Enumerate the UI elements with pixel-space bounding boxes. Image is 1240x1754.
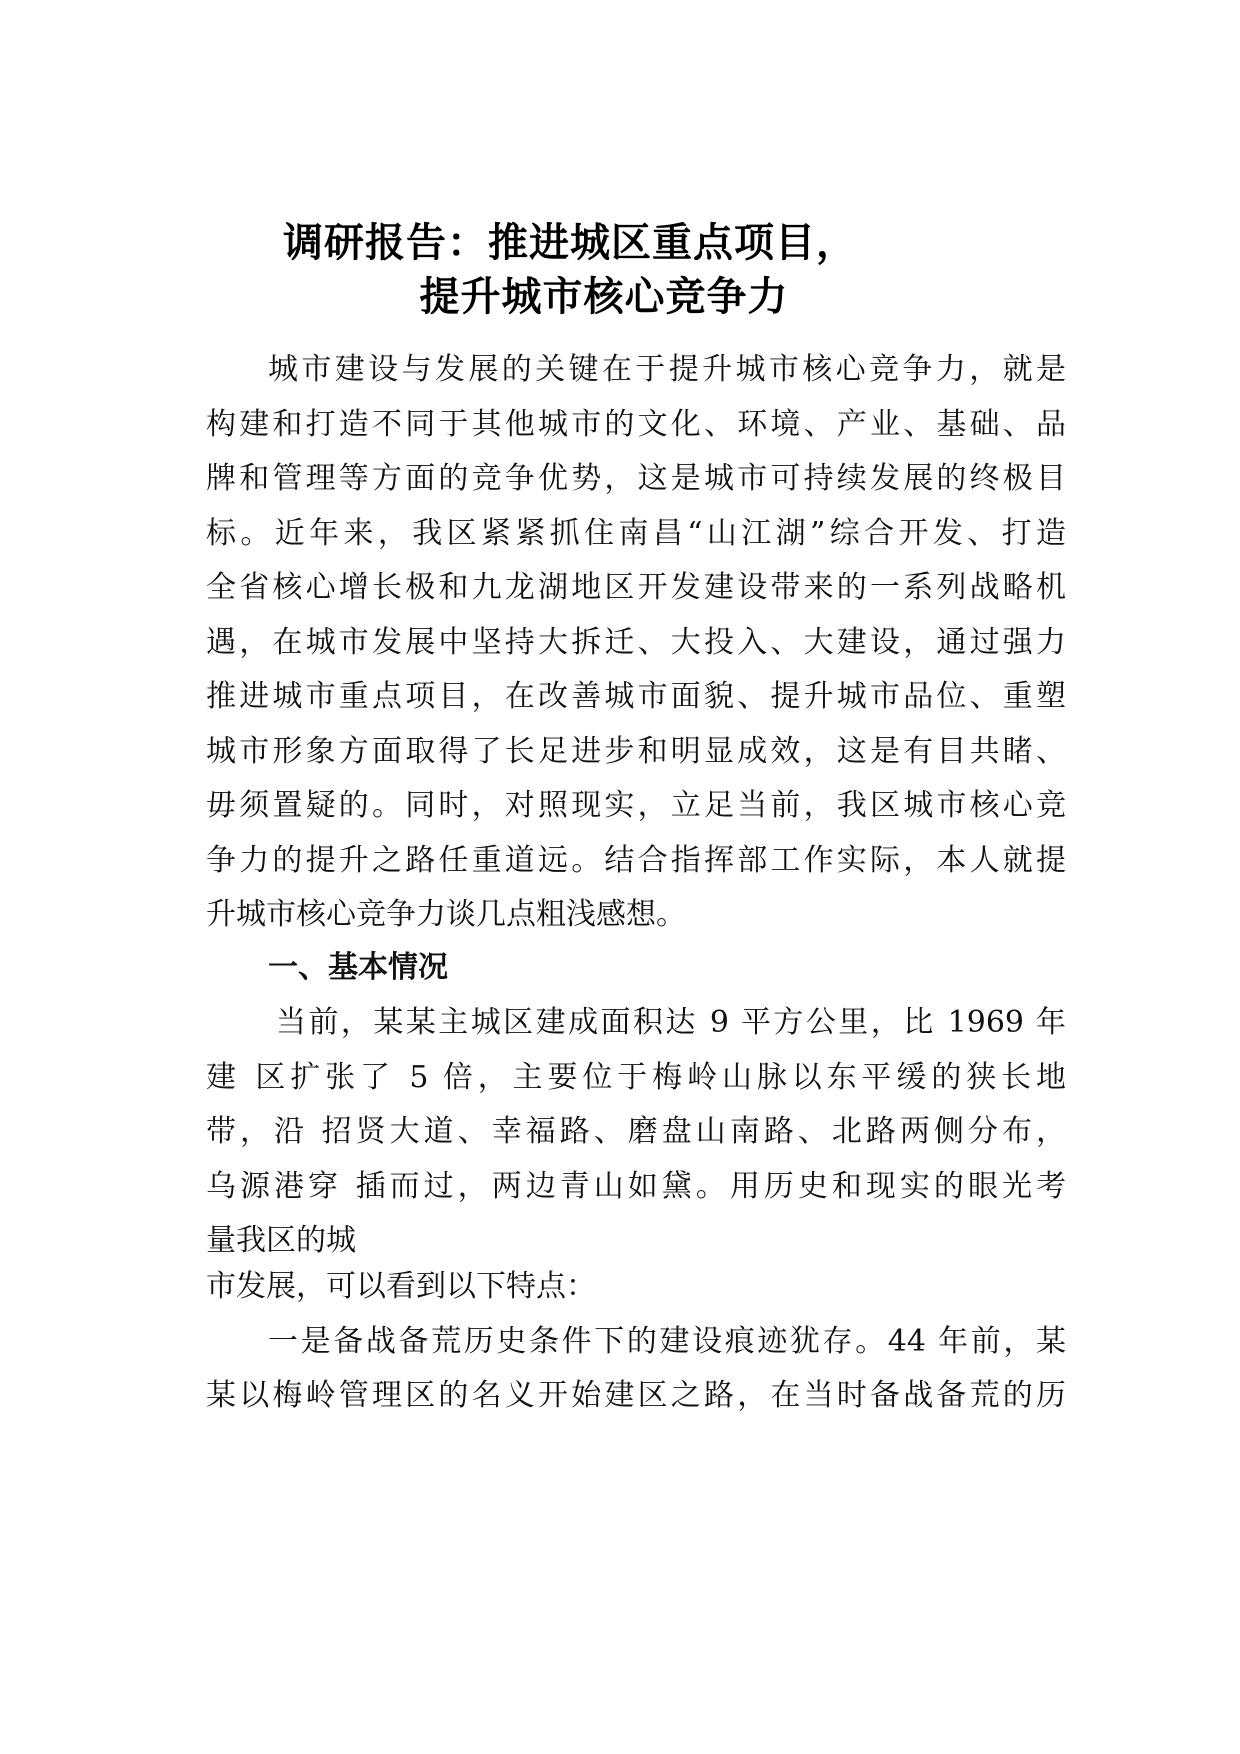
paragraph-2-line-6: 市发展，可以看到以下特点：: [206, 1269, 596, 1304]
paragraph-2-line-4: 乌源港穿 插而过，两边青山如黛。用历史和现实的眼光考: [206, 1169, 1066, 1204]
document-title-line-2: 提升城市核心竞争力: [419, 274, 789, 320]
paragraph-2-line-3: 带，沿 招贤大道、幸福路、磨盘山南路、北路两侧分布，: [206, 1114, 1066, 1149]
paragraph-1-line-9: 毋须置疑的。同时，对照现实，立足当前，我区城市核心竞: [206, 788, 1066, 823]
paragraph-1-line-7: 推进城市重点项目，在改善城市面貌、提升城市品位、重塑: [206, 679, 1066, 714]
paragraph-1-line-5: 全省核心增长极和九龙湖地区开发建设带来的一系列战略机: [206, 570, 1066, 605]
paragraph-1-line-8: 城市形象方面取得了长足进步和明显成效，这是有目共睹、: [206, 734, 1066, 769]
paragraph-3-line-2: 某以梅岭管理区的名义开始建区之路，在当时备战备荒的历: [206, 1378, 1066, 1413]
paragraph-1-line-1: 城市建设与发展的关键在于提升城市核心竞争力，就是: [268, 352, 1066, 387]
paragraph-2-line-2: 建 区扩张了 5 倍，主要位于梅岭山脉以东平缓的狭长地: [206, 1060, 1066, 1095]
paragraph-1-line-11: 升城市核心竞争力谈几点粗浅感想。: [206, 897, 686, 932]
paragraph-1-line-10: 争力的提升之路任重道远。结合指挥部工作实际，本人就提: [206, 843, 1066, 878]
paragraph-1-line-4: 标。近年来，我区紧紧抓住南昌“山江湖”综合开发、打造: [206, 516, 1066, 551]
paragraph-2-line-1: 当前，某某主城区建成面积达 9 平方公里，比 1969 年: [276, 1005, 1066, 1040]
document-title-line-1: 调研报告：推进城区重点项目，: [283, 220, 857, 266]
paragraph-2-line-5: 量我区的城: [206, 1223, 356, 1258]
section-heading-basic-situation: 一、基本情况: [268, 950, 448, 985]
paragraph-1-line-6: 遇，在城市发展中坚持大拆迁、大投入、大建设，通过强力: [206, 625, 1066, 660]
paragraph-3-line-1: 一是备战备荒历史条件下的建设痕迹犹存。44 年前，某: [268, 1324, 1066, 1359]
paragraph-1-line-2: 构建和打造不同于其他城市的文化、环境、产业、基础、品: [206, 407, 1066, 442]
paragraph-1-line-3: 牌和管理等方面的竞争优势，这是城市可持续发展的终极目: [206, 461, 1066, 496]
